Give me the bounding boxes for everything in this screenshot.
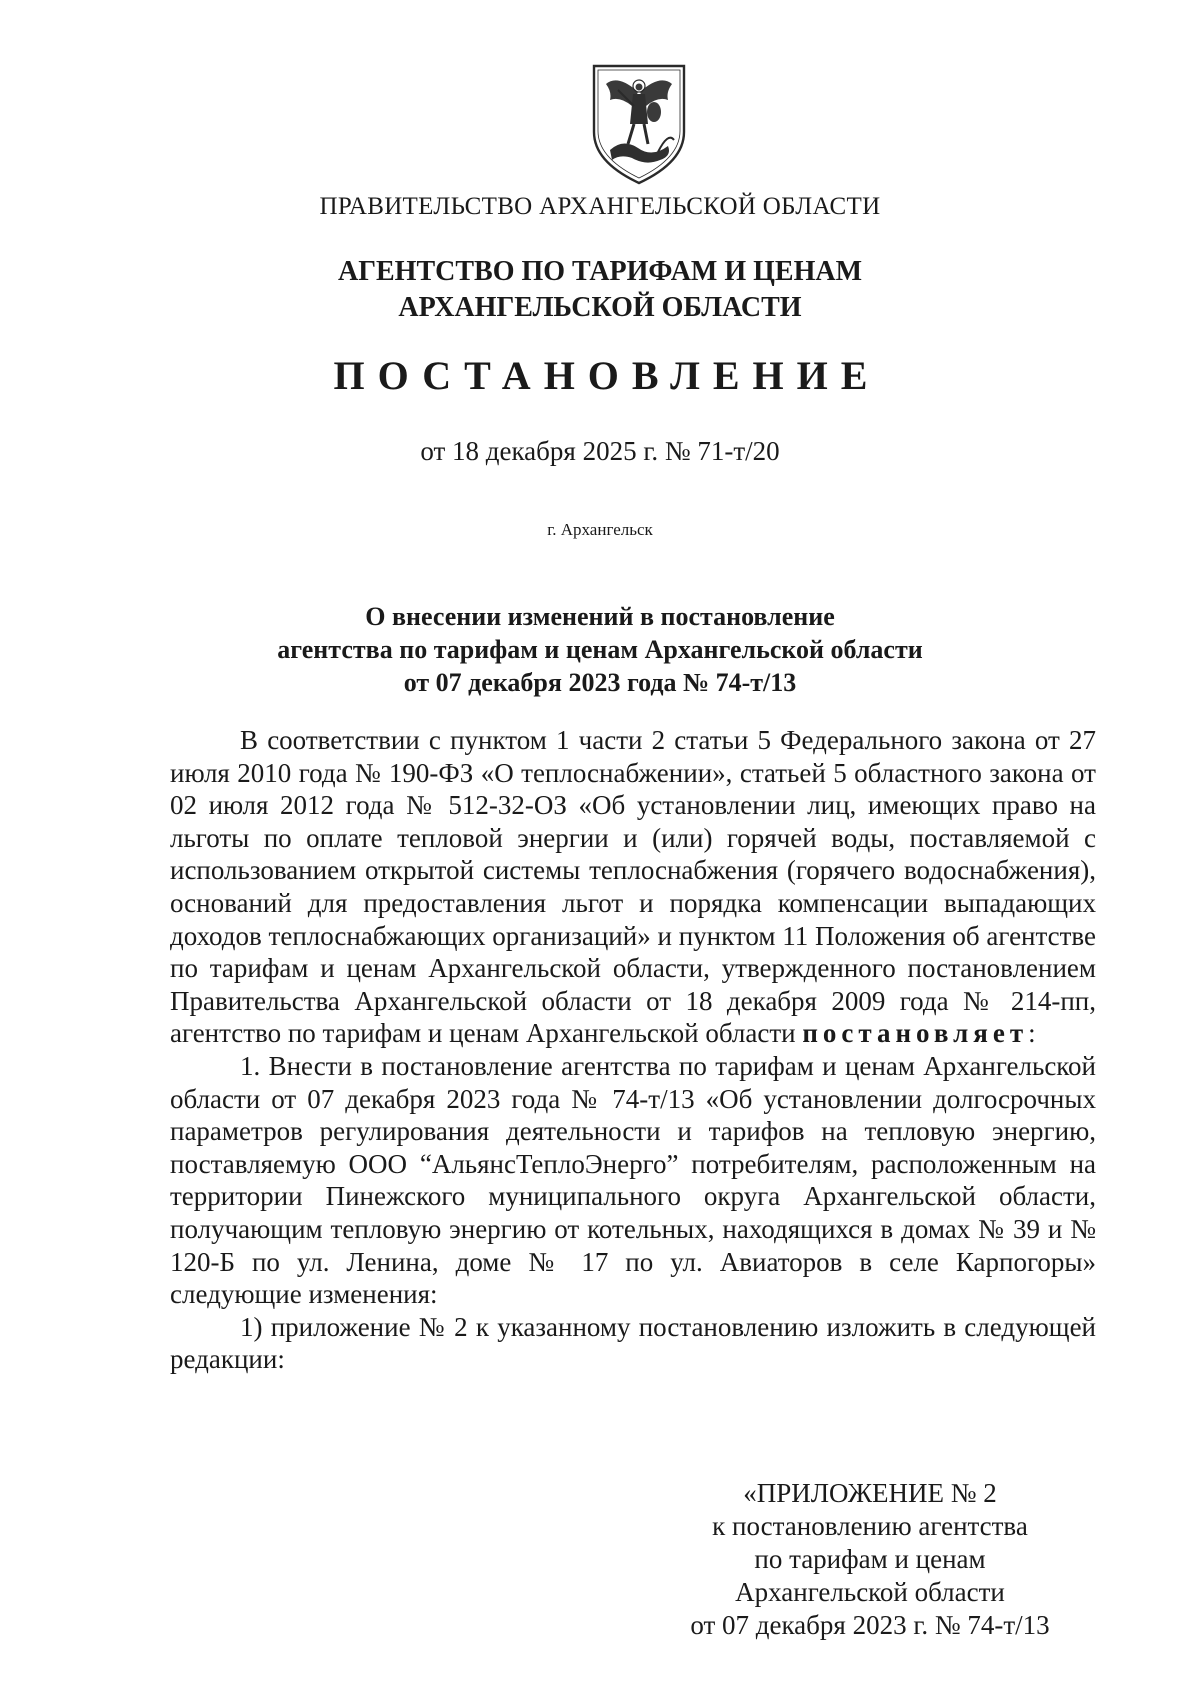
archangel-coat-of-arms-icon	[588, 62, 690, 187]
document-body	[170, 724, 1096, 1376]
appendix-line3: по тарифам и ценам	[754, 1544, 986, 1574]
agency-title-line1: АГЕНТСТВО ПО ТАРИФАМ И ЦЕНАМ	[337, 256, 863, 287]
preamble-colon: :	[1028, 1018, 1036, 1049]
document-subject	[0, 600, 1200, 699]
document-city: г. Архангельск	[547, 520, 653, 539]
resolves-word: постановляет	[802, 1018, 1029, 1049]
subject-line3: от 07 декабря 2023 года № 74-т/13	[403, 668, 797, 697]
subject-line2: агентства по тарифам и ценам Архангельской области	[277, 635, 923, 664]
subject-line1: О внесении изменений в постановление	[365, 602, 835, 631]
preamble-text: В соответствии с пунктом 1 части 2 статьи 5 Федерального закона от 27 июля 2010 года № 190-ФЗ «О теплоснабжении», статьей 5 областного закона от 02 июля 2012 года № 512-32-ОЗ «Об установлении лиц, имеющих право на льготы по оплате тепловой энергии и (или) горячей воды, поставляемой с использованием открытой системы теплоснабжения (горячего водоснабжения), оснований для предоставления льгот и порядка компенсации выпадающих доходов теплоснабжающих организаций» и пунктом 11 Положения об агентстве по тарифам и ценам Архангельской области, утвержденного постановлением Правительства Архангельской области от 18 декабря 2009 года № 214-пп, агентство по тарифам и ценам Архангельской области	[170, 725, 1096, 1049]
appendix-line5: от 07 декабря 2023 г. № 74-т/13	[690, 1610, 1050, 1640]
agency-title-line2: АРХАНГЕЛЬСКОЙ ОБЛАСТИ	[398, 292, 802, 323]
agency-title	[0, 254, 1200, 326]
preamble-paragraph	[170, 724, 1096, 1050]
government-title: ПРАВИТЕЛЬСТВО АРХАНГЕЛЬСКОЙ ОБЛАСТИ	[319, 193, 881, 220]
document-type-title: ПОСТАНОВЛЕНИЕ	[333, 353, 881, 398]
appendix-line1: «ПРИЛОЖЕНИЕ № 2	[743, 1478, 997, 1508]
item-1-paragraph: 1. Внести в постановление агентства по тарифам и ценам Архангельской области от 07 декабря 2023 года № 74-т/13 «Об установлении долгосрочных параметров регулирования деятельности и тарифов на тепловую энергию, поставляемую ООО “АльянсТеплоЭнерго” потребителям, расположенным на территории Пинежского муниципального округа Архангельской области, получающим тепловую энергию от котельных, находящихся в домах № 39 и № 120-Б по ул. Ленина, доме № 17 по ул. Авиаторов в селе Карпогоры» следующие изменения:	[170, 1050, 1096, 1310]
document-date-number: от 18 декабря 2025 г. № 71-т/20	[420, 436, 780, 466]
subitem-1-paragraph: 1) приложение № 2 к указанному постановлению изложить в следующей редакции:	[170, 1311, 1096, 1375]
appendix-header	[670, 1477, 1070, 1642]
appendix-line4: Архангельской области	[735, 1577, 1005, 1607]
appendix-line2: к постановлению агентства	[712, 1511, 1028, 1541]
